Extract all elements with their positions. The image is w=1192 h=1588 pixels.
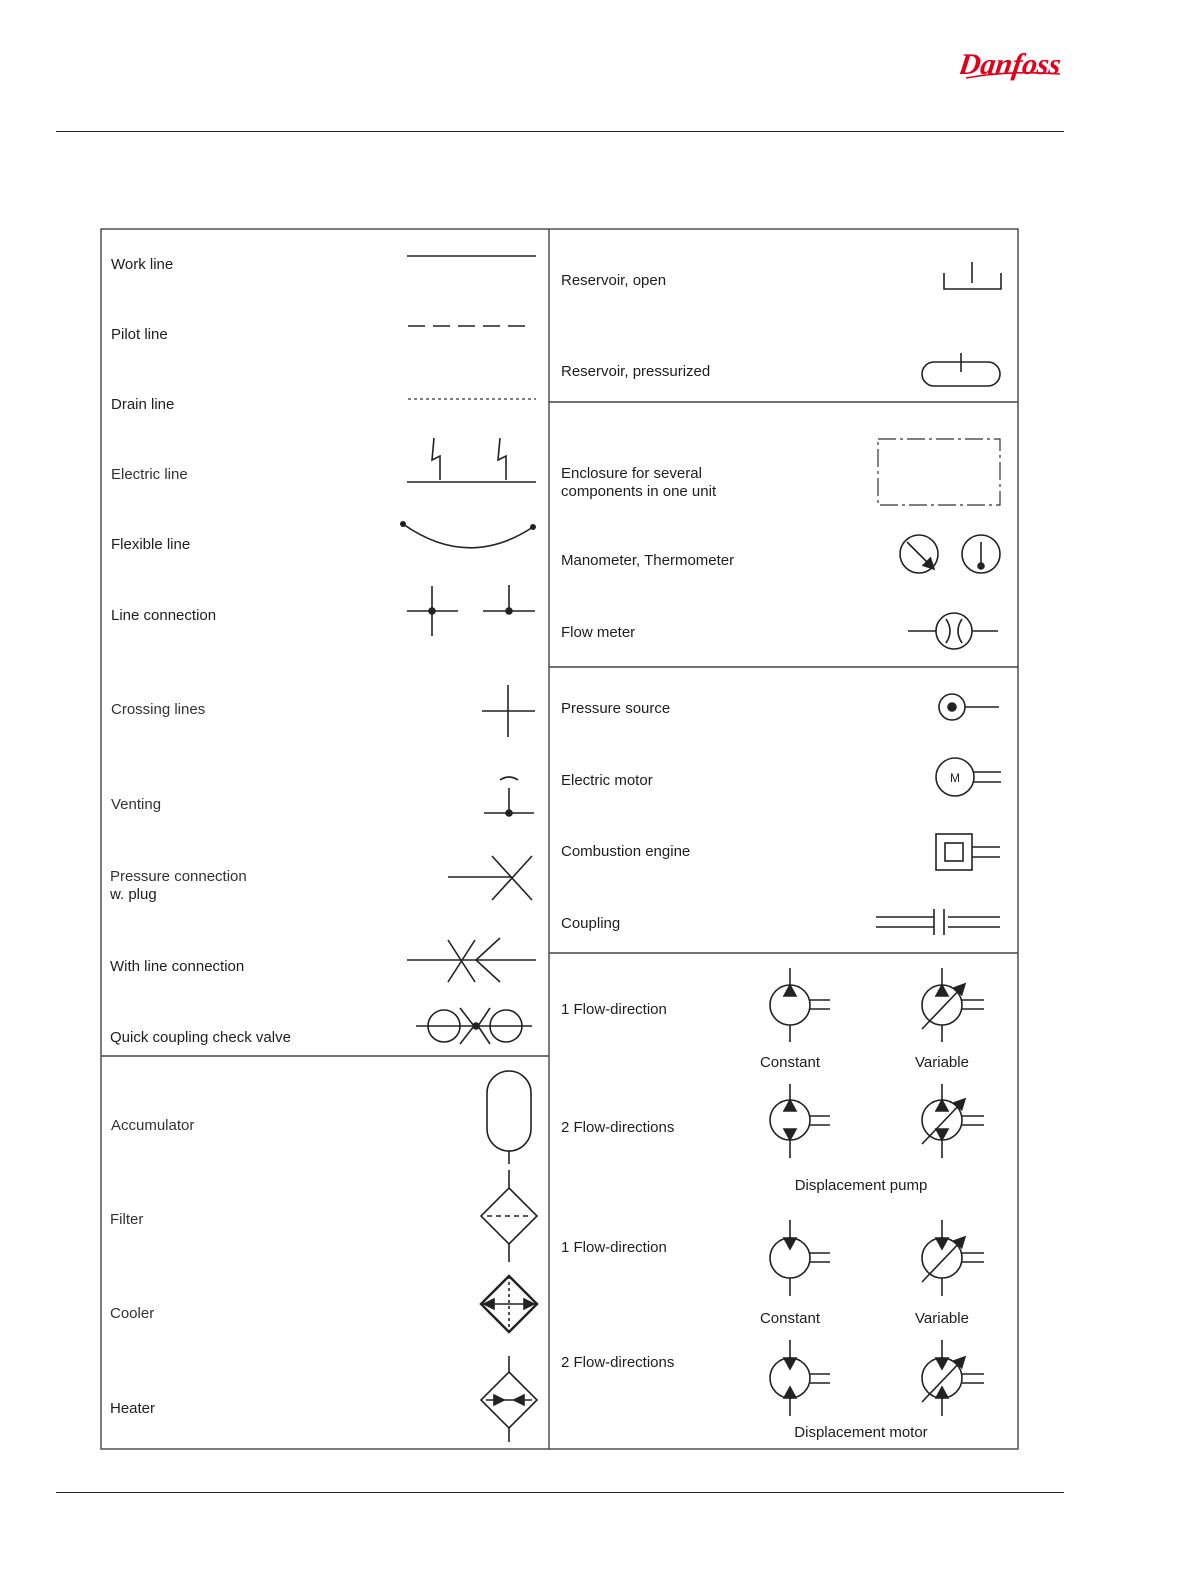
label-w-plug: w. plug [110, 886, 157, 903]
label-filter: Filter [110, 1211, 144, 1228]
label-with-line-connection: With line connection [110, 958, 245, 975]
table-frame [101, 229, 1018, 1449]
label-pressure-connection: Pressure connection [110, 868, 247, 885]
enclosure-symbol [878, 439, 1000, 505]
label-flow-meter: Flow meter [561, 624, 636, 641]
pump-constant-2dir-symbol [770, 1084, 830, 1158]
caption-pump-constant: Constant [759, 1054, 821, 1071]
label-reservoir-pressurized: Reservoir, pressurized [561, 363, 711, 380]
label-flexible-line: Flexible line [111, 536, 191, 553]
thermometer-symbol [962, 535, 1000, 573]
combustion-engine-symbol [936, 834, 1000, 870]
label-line-connection: Line connection [111, 607, 217, 624]
label-combustion-engine: Combustion engine [561, 843, 691, 860]
label-reservoir-open: Reservoir, open [561, 272, 667, 289]
label-crossing-lines: Crossing lines [111, 701, 206, 718]
label-pressure-source: Pressure source [561, 700, 671, 717]
label-drain-line: Drain line [111, 396, 175, 413]
caption-motor-variable: Variable [915, 1310, 969, 1327]
cooler-symbol [481, 1276, 537, 1332]
motor-constant-2dir-symbol [770, 1340, 830, 1416]
caption-pump-variable: Variable [915, 1054, 969, 1071]
reservoir-open-symbol [944, 262, 1001, 289]
line-connection-symbol [407, 585, 535, 636]
pressure-connection-plug-symbol [448, 856, 532, 900]
caption-displacement-motor: Displacement motor [794, 1424, 928, 1441]
flexible-line-symbol [400, 521, 536, 548]
label-electric-motor: Electric motor [561, 772, 653, 789]
label-pump-1-flow-direction: 1 Flow-direction [561, 1001, 667, 1018]
label-work-line: Work line [111, 256, 174, 273]
motor-variable-2dir-symbol [922, 1340, 984, 1416]
label-accumulator: Accumulator [111, 1117, 195, 1134]
caption-displacement-pump: Displacement pump [794, 1177, 928, 1194]
pressure-source-symbol [939, 694, 999, 720]
crossing-lines-symbol [482, 685, 535, 737]
label-quick-coupling: Quick coupling check valve [110, 1029, 291, 1046]
quick-coupling-symbol [416, 1008, 532, 1044]
flow-meter-symbol [908, 613, 998, 649]
manometer-symbol [900, 535, 938, 573]
label-motor-2-flow-directions: 2 Flow-directions [561, 1354, 675, 1371]
heater-symbol [481, 1356, 537, 1442]
label-enclosure-line1: Enclosure for several [561, 465, 702, 482]
svg-text:Danfoss: Danfoss [960, 47, 1064, 81]
label-pilot-line: Pilot line [111, 326, 168, 343]
electric-motor-symbol [936, 758, 1001, 796]
label-motor-1-flow-direction: 1 Flow-direction [561, 1239, 667, 1256]
label-coupling: Coupling [561, 915, 621, 932]
label-heater: Heater [110, 1400, 156, 1417]
label-cooler: Cooler [110, 1305, 155, 1322]
motor-variable-1dir-symbol [922, 1220, 984, 1296]
label-manometer-thermometer: Manometer, Thermometer [561, 552, 735, 569]
motor-constant-1dir-symbol [770, 1220, 830, 1296]
electric-line-symbol [407, 438, 536, 482]
caption-motor-constant: Constant [759, 1310, 821, 1327]
label-electric-line: Electric line [111, 466, 188, 483]
svg-text:M: M [950, 771, 960, 785]
pump-variable-1dir-symbol [922, 968, 984, 1042]
label-pump-2-flow-directions: 2 Flow-directions [561, 1119, 675, 1136]
label-enclosure-line2: components in one unit [561, 483, 717, 500]
reservoir-pressurized-symbol [922, 353, 1000, 386]
pump-constant-1dir-symbol [770, 968, 830, 1042]
label-venting: Venting [111, 796, 162, 813]
pump-variable-2dir-symbol [922, 1084, 984, 1158]
accumulator-symbol [487, 1071, 531, 1164]
venting-symbol [484, 777, 534, 816]
with-line-connection-symbol [407, 938, 536, 982]
coupling-symbol [876, 909, 1000, 935]
filter-symbol [481, 1170, 537, 1262]
